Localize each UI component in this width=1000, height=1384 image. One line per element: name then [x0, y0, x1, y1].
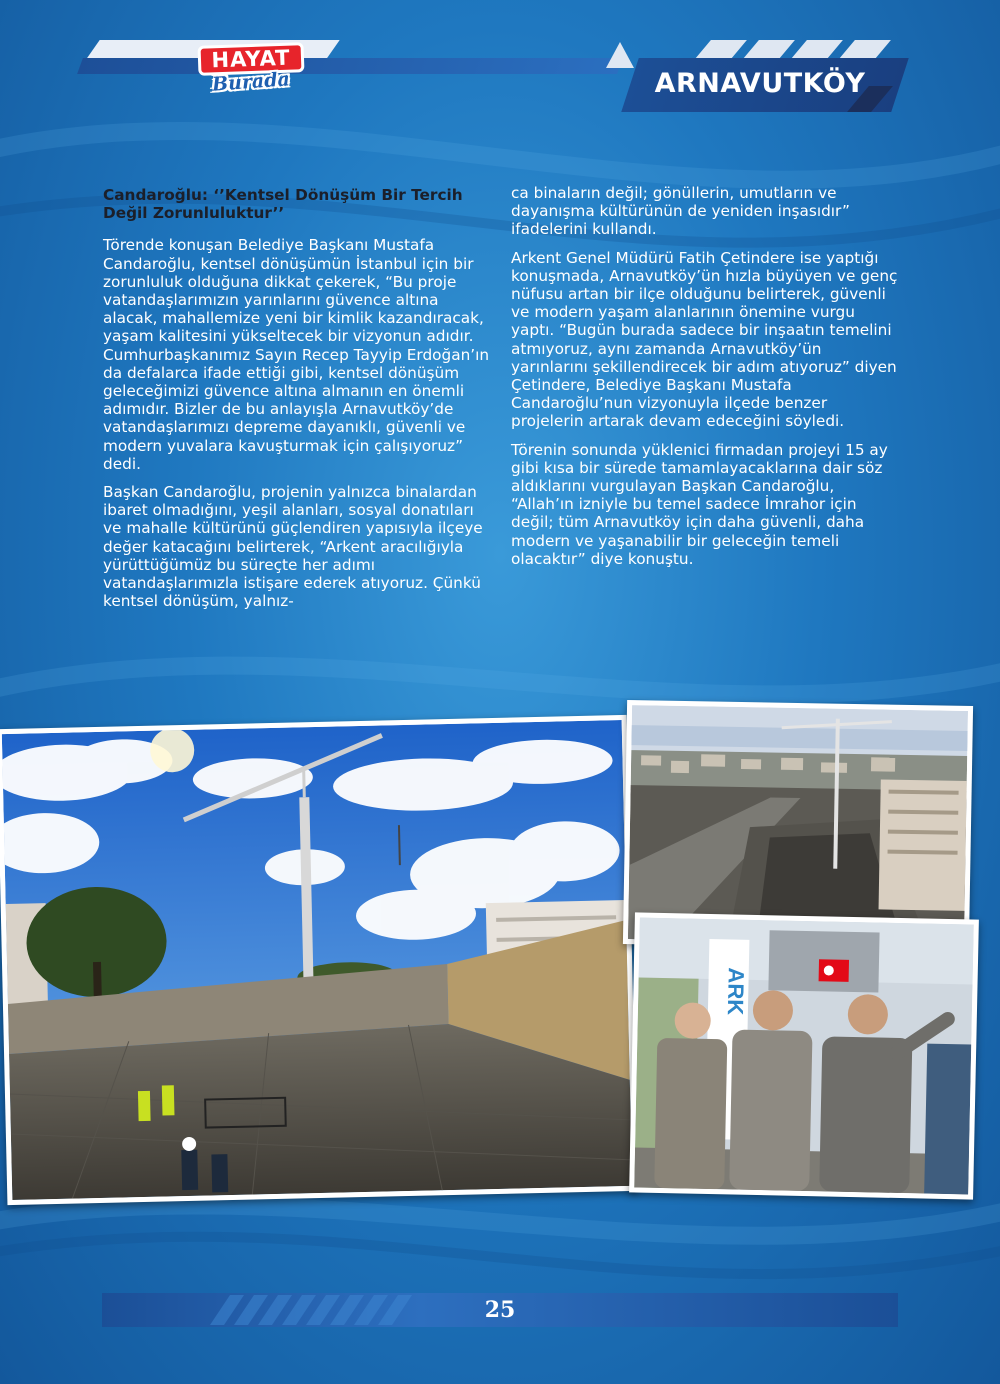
construction-site-photo [0, 715, 637, 1205]
article-right-column [511, 184, 899, 578]
article-paragraph: Törenin sonunda yüklenici firmadan projeyi 15 ay gibi kısa bir sürede tamamlayacaklarına dair söz aldıklarını vurgulayan Başkan Candaroğlu, “Allah’ın izniyle bu temel sadece İmrahor için değil; tüm Arnavutköy için daha güvenli, daha modern ve yaşanabilir bir geleceğin temeli olacaktır” diye konuştu. [511, 440, 888, 568]
sign-lettering: ARK [722, 967, 749, 1016]
aerial-site-image [628, 705, 968, 945]
district-title: ARNAVUTKÖY [654, 68, 866, 99]
logo-main-text: HAYAT [198, 42, 305, 76]
article-left-column [103, 186, 491, 620]
header-bar [77, 58, 623, 74]
article-heading: Candaroğlu: ‘’Kentsel Dönüşüm Bir Tercih Değil Zorunluluktur’’ [103, 186, 463, 223]
hayat-burada-logo [198, 44, 308, 102]
article-paragraph: Başkan Candaroğlu, projenin yalnızca binalardan ibaret olmadığını, yeşil alanları, sosyal donatıları ve mahalle kültürünü güçlendiren yapısıyla ilçeye değer katacağını belirterek, “Arkent aracılığıyla yürüttüğümüz bu süreçte her adımı vatandaşlarımızla istişare ederek atıyoruz. Çünkü kentsel dönüşüm, yalnız- [103, 483, 483, 611]
article-paragraph: Törende konuşan Belediye Başkanı Mustafa Candaroğlu, kentsel dönüşümün İstanbul için bir zorunluluk olduğuna dikkat çekerek, “Bu proje vatandaşlarımızın yarınlarını güvence altına alacak, mahallemize yeni bir kimlik kazandıracak, yaşam kalitesini yükseltecek bir vizyonun adıdır. Cumhurbaşkanımız Sayın Recep Tayyip Erdoğan’ın da defalarca ifade ettiği gibi, kentsel dönüşüm geleceğimizi güvence altına almanın en önemli adımıdır. Bizler de bu anlayışla Arnavutköy’de vatandaşlarımızı depreme dayanıklı, güvenli ve modern yuvalara kavuşturmak için çalışıyoruz” dedi. [103, 236, 490, 473]
officials-image [634, 918, 974, 1195]
construction-site-image [2, 720, 632, 1200]
header-triangle [606, 42, 634, 68]
officials-photo [629, 912, 979, 1199]
page-number: 25 [484, 1297, 516, 1323]
logo-sub-text: Burada [211, 68, 291, 96]
article-paragraph: Arkent Genel Müdürü Fatih Çetindere ise yaptığı konuşmada, Arnavutköy’ün hızla büyüyen ve genç nüfusu artan bir ilçe olduğunu belirterek, güvenli ve modern yaşam alanlarının önemine vurgu yaptı. “Bugün burada sadece bir inşaatın temelini atmıyoruz, aynı zamanda Arnavutköy’ün yarınlarını şekillendirecek bir adım atıyoruz” diyen Çetindere, Belediye Başkanı Mustafa Candaroğlu’nun vizyonuyla ilçede benzer projelerin artarak devam edeceğini söyledi. [511, 248, 898, 431]
article-paragraph: ca binaların değil; gönüllerin, umutların ve dayanışma kültürünün de yeniden inşasıdır” ifadelerini kullandı. [511, 184, 850, 239]
